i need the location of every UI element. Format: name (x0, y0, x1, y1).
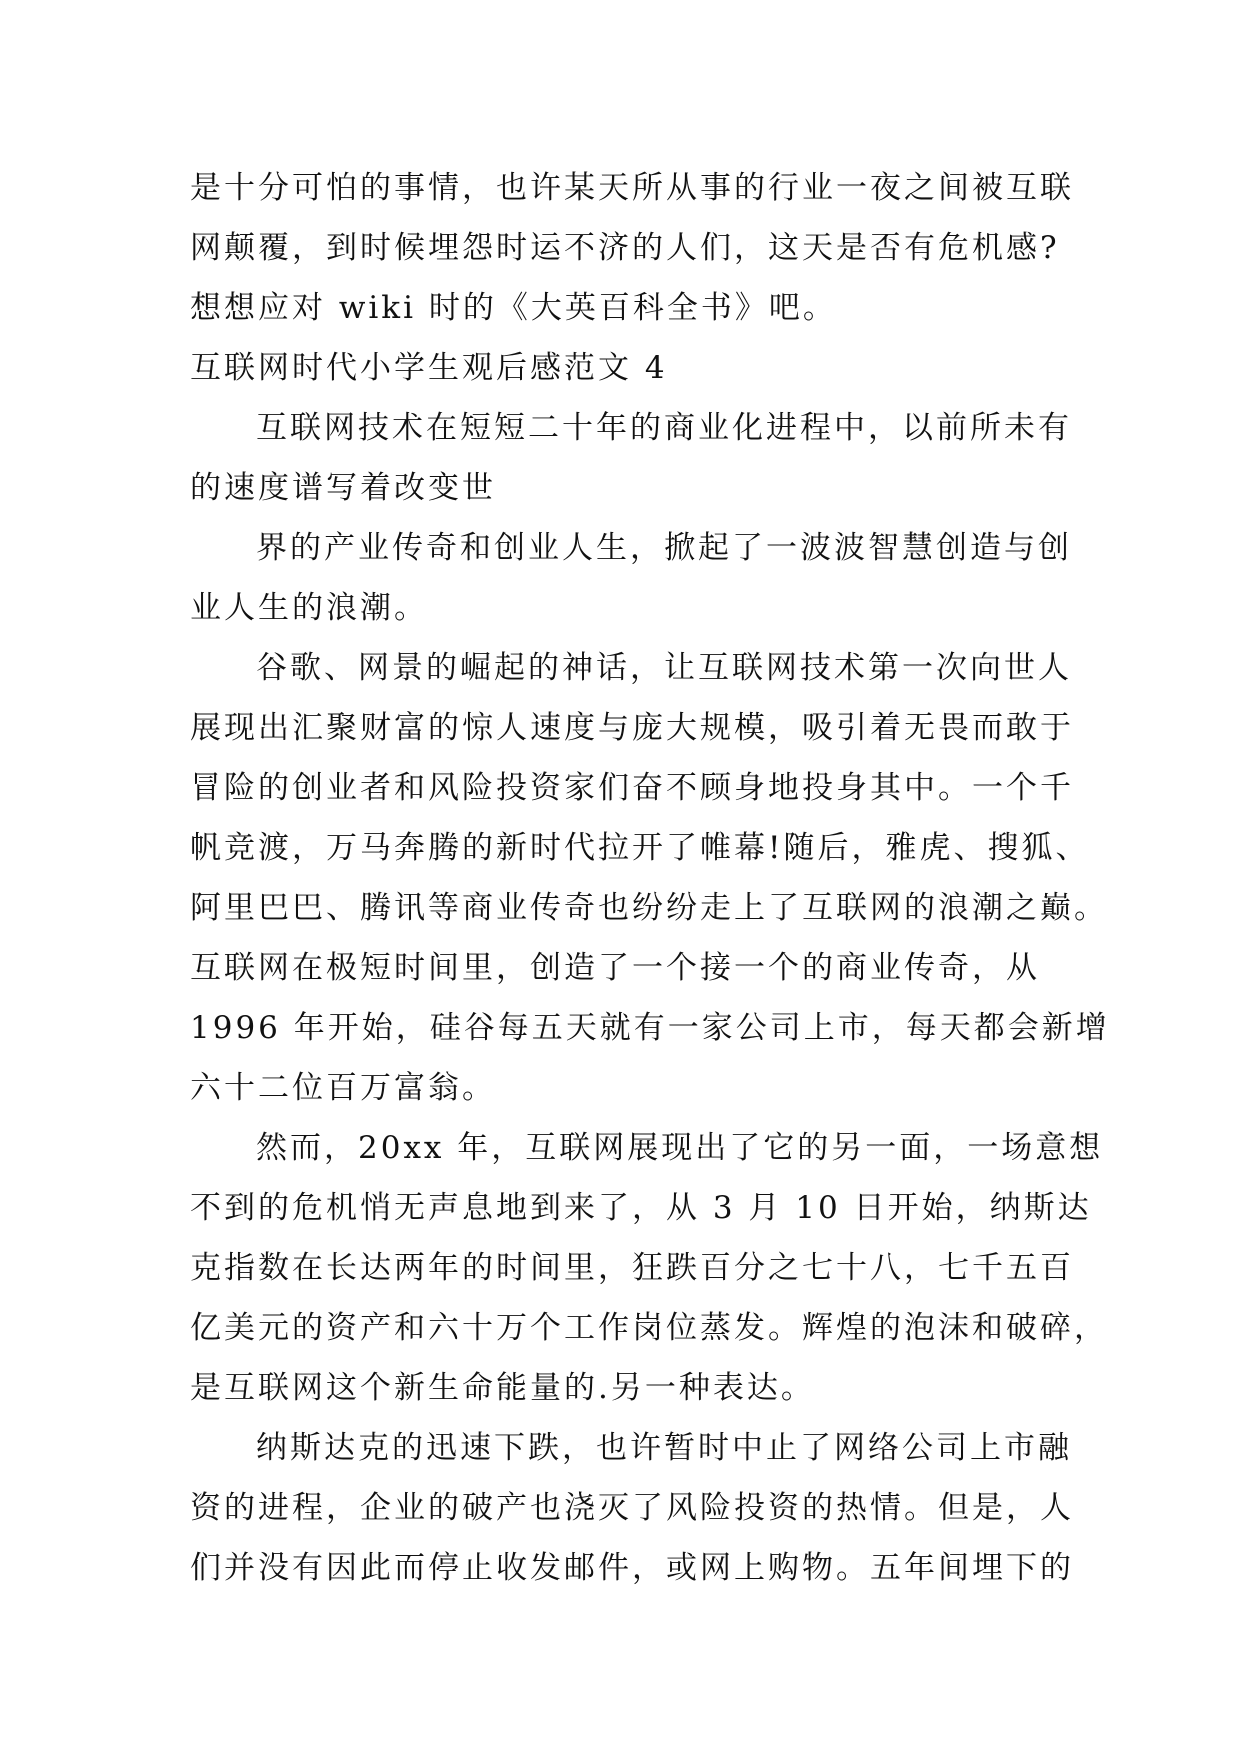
text-line: 六十二位百万富翁。 (190, 1070, 496, 1106)
section-heading: 互联网时代小学生观后感范文 4 (190, 350, 668, 386)
document-body (190, 158, 1110, 1598)
text-line: 帆竞渡，万马奔腾的新时代拉开了帷幕!随后，雅虎、搜狐、 (190, 830, 1090, 866)
text-line: 1996 年开始，硅谷每五天就有一家公司上市，每天都会新增 (190, 1010, 1110, 1046)
text-line: 们并没有因此而停止收发邮件，或网上购物。五年间埋下的 (190, 1550, 1074, 1586)
text-line: 亿美元的资产和六十万个工作岗位蒸发。辉煌的泡沫和破碎， (190, 1310, 1108, 1346)
text-line: 想想应对 wiki 时的《大英百科全书》吧。 (190, 290, 837, 326)
text-line: 的速度谱写着改变世 (190, 470, 496, 506)
text-line: 展现出汇聚财富的惊人速度与庞大规模，吸引着无畏而敢于 (190, 710, 1074, 746)
text-line: 冒险的创业者和风险投资家们奋不顾身地投身其中。一个千 (190, 770, 1074, 806)
text-line: 资的进程，企业的破产也浇灭了风险投资的热情。但是，人 (190, 1490, 1074, 1526)
text-line: 互联网在极短时间里，创造了一个接一个的商业传奇，从 (190, 950, 1040, 986)
text-line: 网颠覆，到时候埋怨时运不济的人们，这天是否有危机感? (190, 230, 1060, 266)
text-line: 是互联网这个新生命能量的.另一种表达。 (190, 1370, 815, 1406)
text-line: 克指数在长达两年的时间里，狂跌百分之七十八，七千五百 (190, 1250, 1074, 1286)
text-line: 业人生的浪潮。 (190, 590, 428, 626)
text-line: 互联网技术在短短二十年的商业化进程中，以前所未有 (256, 410, 1072, 446)
text-line: 然而，20xx 年，互联网展现出了它的另一面，一场意想 (256, 1130, 1104, 1166)
text-line: 谷歌、网景的崛起的神话，让互联网技术第一次向世人 (256, 650, 1072, 686)
text-line: 阿里巴巴、腾讯等商业传奇也纷纷走上了互联网的浪潮之巅。 (190, 890, 1108, 926)
text-line: 纳斯达克的迅速下跌，也许暂时中止了网络公司上市融 (256, 1430, 1072, 1466)
text-line: 是十分可怕的事情，也许某天所从事的行业一夜之间被互联 (190, 170, 1074, 206)
text-line: 不到的危机悄无声息地到来了，从 3 月 10 日开始，纳斯达 (190, 1190, 1092, 1226)
text-line: 界的产业传奇和创业人生，掀起了一波波智慧创造与创 (256, 530, 1072, 566)
